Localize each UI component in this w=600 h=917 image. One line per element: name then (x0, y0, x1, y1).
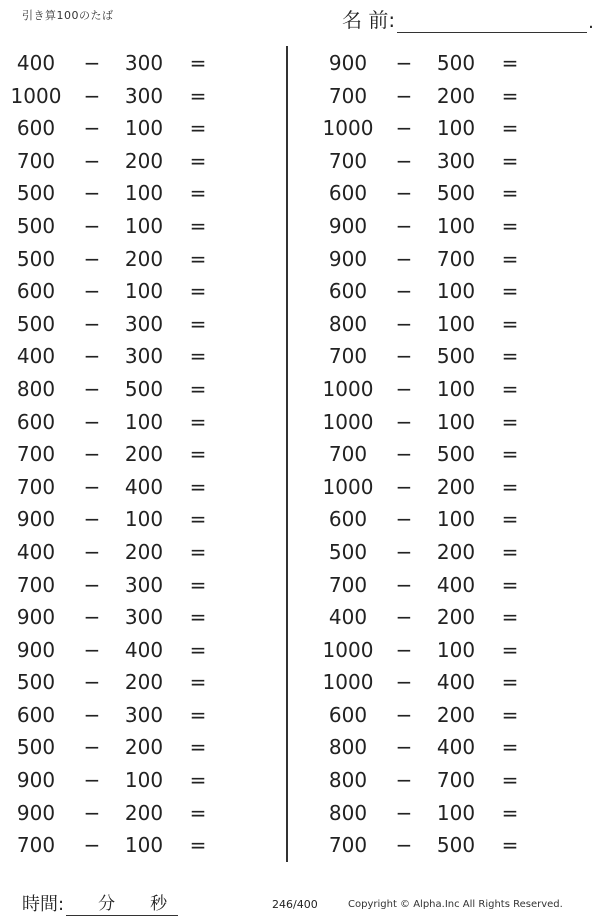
minus-sign: − (83, 148, 101, 173)
minuend: 500 (16, 246, 56, 271)
minus-sign: − (395, 376, 413, 401)
equals-sign: = (189, 246, 207, 271)
equals-sign: = (189, 148, 207, 173)
minus-sign: − (83, 670, 101, 695)
equals-sign: = (501, 116, 519, 141)
minuend: 1000 (322, 474, 374, 499)
subtrahend: 300 (124, 51, 164, 75)
minuend: 700 (328, 83, 368, 108)
equals-sign: = (189, 474, 207, 499)
copyright-notice: Copyright © Alpha.Inc All Rights Reserved. (348, 899, 563, 910)
subtrahend: 100 (124, 409, 164, 434)
minus-sign: − (83, 376, 101, 401)
worksheet-title: 引き算100のたば (22, 9, 114, 22)
right-problem-column (312, 47, 582, 862)
equals-sign: = (189, 539, 207, 564)
equals-sign: = (501, 605, 519, 630)
minuend: 700 (16, 474, 56, 499)
problem-row (312, 471, 582, 504)
problem-row (0, 275, 270, 308)
problem-row (312, 536, 582, 569)
minus-sign: − (83, 735, 101, 760)
subtrahend: 400 (436, 735, 476, 760)
subtrahend: 100 (436, 507, 476, 532)
minuend: 1000 (322, 670, 374, 695)
minuend: 800 (16, 376, 56, 401)
problem-row (0, 210, 270, 243)
minus-sign: − (83, 539, 101, 564)
equals-sign: = (189, 670, 207, 695)
problem-row (312, 243, 582, 276)
minuend: 900 (328, 213, 368, 238)
equals-sign: = (189, 735, 207, 760)
minus-sign: − (395, 702, 413, 727)
subtrahend: 100 (124, 833, 164, 858)
problem-row (312, 406, 582, 439)
minus-sign: − (395, 311, 413, 336)
minus-sign: − (83, 279, 101, 304)
subtrahend: 300 (124, 702, 164, 727)
minus-sign: − (83, 507, 101, 532)
minuend: 700 (328, 833, 368, 858)
subtrahend: 200 (436, 474, 476, 499)
problem-row (312, 503, 582, 536)
minuend: 700 (16, 833, 56, 858)
subtrahend: 500 (436, 181, 476, 206)
problem-row (0, 503, 270, 536)
minuend: 900 (16, 768, 56, 793)
minuend: 600 (328, 279, 368, 304)
minuend: 700 (328, 442, 368, 467)
minuend: 400 (328, 605, 368, 630)
problem-row (312, 177, 582, 210)
problem-row (312, 145, 582, 178)
minus-sign: − (395, 51, 413, 75)
minuend: 900 (16, 800, 56, 825)
minus-sign: − (395, 181, 413, 206)
equals-sign: = (189, 116, 207, 141)
equals-sign: = (189, 409, 207, 434)
problem-row (0, 145, 270, 178)
equals-sign: = (501, 311, 519, 336)
minus-sign: − (83, 213, 101, 238)
minus-sign: − (395, 474, 413, 499)
subtrahend: 200 (436, 605, 476, 630)
equals-sign: = (501, 539, 519, 564)
equals-sign: = (501, 51, 519, 75)
equals-sign: = (501, 83, 519, 108)
problem-row (312, 47, 582, 80)
minus-sign: − (83, 246, 101, 271)
equals-sign: = (189, 572, 207, 597)
problem-row (0, 666, 270, 699)
minus-sign: − (83, 116, 101, 141)
minuend: 700 (16, 572, 56, 597)
minus-sign: − (395, 572, 413, 597)
minus-sign: − (83, 181, 101, 206)
subtrahend: 100 (124, 279, 164, 304)
minuend: 600 (328, 507, 368, 532)
subtrahend: 200 (436, 539, 476, 564)
name-line-end: . (588, 12, 594, 33)
minus-sign: − (83, 637, 101, 662)
subtrahend: 100 (436, 213, 476, 238)
problem-row (0, 112, 270, 145)
subtrahend: 400 (436, 670, 476, 695)
minuend: 700 (328, 148, 368, 173)
equals-sign: = (189, 833, 207, 858)
minus-sign: − (395, 279, 413, 304)
subtrahend: 700 (436, 768, 476, 793)
minus-sign: − (395, 213, 413, 238)
equals-sign: = (501, 800, 519, 825)
minuend: 900 (16, 507, 56, 532)
subtrahend: 100 (436, 311, 476, 336)
equals-sign: = (501, 376, 519, 401)
minus-sign: − (83, 442, 101, 467)
minus-sign: − (395, 833, 413, 858)
problem-row (0, 80, 270, 113)
equals-sign: = (501, 572, 519, 597)
problem-row (312, 731, 582, 764)
equals-sign: = (501, 181, 519, 206)
problem-row (312, 340, 582, 373)
minus-sign: − (395, 768, 413, 793)
minuend: 700 (328, 572, 368, 597)
subtrahend: 300 (124, 605, 164, 630)
subtrahend: 100 (436, 637, 476, 662)
minus-sign: − (395, 735, 413, 760)
subtrahend: 300 (124, 83, 164, 108)
equals-sign: = (501, 702, 519, 727)
subtrahend: 200 (124, 670, 164, 695)
minuend: 1000 (322, 409, 374, 434)
problem-row (312, 829, 582, 862)
minus-sign: − (395, 670, 413, 695)
minuend: 600 (16, 702, 56, 727)
problem-row (0, 764, 270, 797)
name-area (342, 4, 594, 33)
minus-sign: − (395, 83, 413, 108)
subtrahend: 200 (436, 83, 476, 108)
subtrahend: 100 (436, 800, 476, 825)
minuend: 900 (328, 246, 368, 271)
subtrahend: 100 (124, 116, 164, 141)
problem-row (0, 373, 270, 406)
subtrahend: 300 (124, 311, 164, 336)
subtrahend: 500 (124, 376, 164, 401)
equals-sign: = (501, 637, 519, 662)
subtrahend: 200 (124, 735, 164, 760)
problem-row (0, 569, 270, 602)
equals-sign: = (501, 344, 519, 369)
subtrahend: 200 (124, 148, 164, 173)
minuend: 700 (328, 344, 368, 369)
minus-sign: − (83, 572, 101, 597)
equals-sign: = (189, 279, 207, 304)
problem-row (0, 340, 270, 373)
problem-row (0, 406, 270, 439)
problem-row (312, 601, 582, 634)
problem-row (312, 80, 582, 113)
minuend: 600 (16, 116, 56, 141)
subtrahend: 300 (124, 344, 164, 369)
equals-sign: = (501, 213, 519, 238)
subtrahend: 100 (124, 181, 164, 206)
minus-sign: − (395, 605, 413, 630)
subtrahend: 100 (436, 409, 476, 434)
subtrahend: 500 (436, 442, 476, 467)
problem-row (312, 569, 582, 602)
minuend: 1000 (322, 637, 374, 662)
minuend: 600 (328, 702, 368, 727)
minuend: 800 (328, 800, 368, 825)
problem-row (312, 666, 582, 699)
minus-sign: − (83, 51, 101, 75)
equals-sign: = (189, 376, 207, 401)
problem-row (0, 634, 270, 667)
column-divider (286, 46, 288, 862)
subtrahend: 300 (436, 148, 476, 173)
equals-sign: = (189, 442, 207, 467)
problem-row (0, 699, 270, 732)
equals-sign: = (501, 442, 519, 467)
equals-sign: = (501, 246, 519, 271)
minus-sign: − (395, 409, 413, 434)
minuend: 400 (16, 539, 56, 564)
minuend: 600 (16, 409, 56, 434)
problem-row (312, 699, 582, 732)
minuend: 1000 (322, 116, 374, 141)
minus-sign: − (395, 800, 413, 825)
minus-sign: − (395, 116, 413, 141)
subtrahend: 200 (124, 442, 164, 467)
equals-sign: = (501, 409, 519, 434)
minuend: 600 (16, 279, 56, 304)
minuend: 500 (16, 181, 56, 206)
equals-sign: = (189, 213, 207, 238)
equals-sign: = (189, 181, 207, 206)
subtrahend: 200 (124, 539, 164, 564)
time-input-line[interactable] (66, 893, 178, 916)
subtrahend: 100 (124, 768, 164, 793)
minus-sign: − (83, 833, 101, 858)
minuend: 900 (16, 605, 56, 630)
subtrahend: 100 (436, 376, 476, 401)
minus-sign: − (83, 409, 101, 434)
subtrahend: 100 (436, 279, 476, 304)
problem-row (312, 438, 582, 471)
seconds-label: 秒 (150, 894, 168, 914)
minus-sign: − (395, 344, 413, 369)
subtrahend: 400 (436, 572, 476, 597)
time-label: 時間: (22, 894, 65, 915)
subtrahend: 100 (124, 213, 164, 238)
minus-sign: − (395, 442, 413, 467)
minuend: 500 (16, 670, 56, 695)
problem-row (0, 536, 270, 569)
equals-sign: = (189, 507, 207, 532)
minuend: 500 (16, 735, 56, 760)
problem-row (312, 764, 582, 797)
problem-row (0, 471, 270, 504)
minuend: 500 (16, 311, 56, 336)
left-problem-column (0, 47, 270, 862)
minuend: 600 (328, 181, 368, 206)
equals-sign: = (501, 148, 519, 173)
minuend: 800 (328, 735, 368, 760)
problem-row (0, 308, 270, 341)
subtrahend: 200 (124, 800, 164, 825)
problem-row (0, 177, 270, 210)
equals-sign: = (501, 474, 519, 499)
subtrahend: 100 (124, 507, 164, 532)
minus-sign: − (395, 637, 413, 662)
equals-sign: = (501, 507, 519, 532)
problem-row (0, 243, 270, 276)
minuend: 900 (328, 51, 368, 75)
minus-sign: − (83, 344, 101, 369)
problem-row (312, 210, 582, 243)
problem-row (312, 797, 582, 830)
minus-sign: − (395, 246, 413, 271)
equals-sign: = (189, 800, 207, 825)
subtrahend: 200 (124, 246, 164, 271)
minus-sign: − (395, 507, 413, 532)
equals-sign: = (189, 51, 207, 75)
problem-row (312, 112, 582, 145)
minus-sign: − (83, 474, 101, 499)
minuend: 900 (16, 637, 56, 662)
equals-sign: = (501, 768, 519, 793)
subtrahend: 500 (436, 51, 476, 75)
subtrahend: 400 (124, 637, 164, 662)
subtrahend: 300 (124, 572, 164, 597)
minuend: 700 (16, 442, 56, 467)
problem-row (0, 601, 270, 634)
subtrahend: 500 (436, 344, 476, 369)
time-area (22, 890, 178, 916)
equals-sign: = (189, 344, 207, 369)
page-number: 246/400 (272, 898, 318, 911)
equals-sign: = (189, 702, 207, 727)
minus-sign: − (83, 605, 101, 630)
name-label: 名 前: (342, 8, 396, 32)
problem-row (312, 634, 582, 667)
subtrahend: 700 (436, 246, 476, 271)
minuend: 400 (16, 344, 56, 369)
equals-sign: = (189, 637, 207, 662)
equals-sign: = (501, 735, 519, 760)
problem-row (0, 47, 270, 80)
problem-row (0, 797, 270, 830)
subtrahend: 400 (124, 474, 164, 499)
equals-sign: = (189, 311, 207, 336)
subtrahend: 500 (436, 833, 476, 858)
minuend: 400 (16, 51, 56, 75)
equals-sign: = (501, 833, 519, 858)
minuend: 500 (16, 213, 56, 238)
problem-row (312, 373, 582, 406)
minutes-label: 分 (98, 894, 116, 914)
problem-row (312, 308, 582, 341)
name-input-line[interactable] (397, 10, 587, 33)
problem-row (312, 275, 582, 308)
minuend: 800 (328, 768, 368, 793)
minus-sign: − (83, 83, 101, 108)
equals-sign: = (189, 768, 207, 793)
problem-row (0, 438, 270, 471)
minuend: 1000 (10, 83, 62, 108)
equals-sign: = (189, 605, 207, 630)
minus-sign: − (395, 539, 413, 564)
equals-sign: = (189, 83, 207, 108)
equals-sign: = (501, 279, 519, 304)
minuend: 500 (328, 539, 368, 564)
minuend: 700 (16, 148, 56, 173)
problem-row (0, 731, 270, 764)
subtrahend: 100 (436, 116, 476, 141)
problem-row (0, 829, 270, 862)
minuend: 1000 (322, 376, 374, 401)
equals-sign: = (501, 670, 519, 695)
minus-sign: − (83, 800, 101, 825)
subtrahend: 200 (436, 702, 476, 727)
minus-sign: − (83, 311, 101, 336)
minus-sign: − (83, 768, 101, 793)
minus-sign: − (83, 702, 101, 727)
minuend: 800 (328, 311, 368, 336)
minus-sign: − (395, 148, 413, 173)
